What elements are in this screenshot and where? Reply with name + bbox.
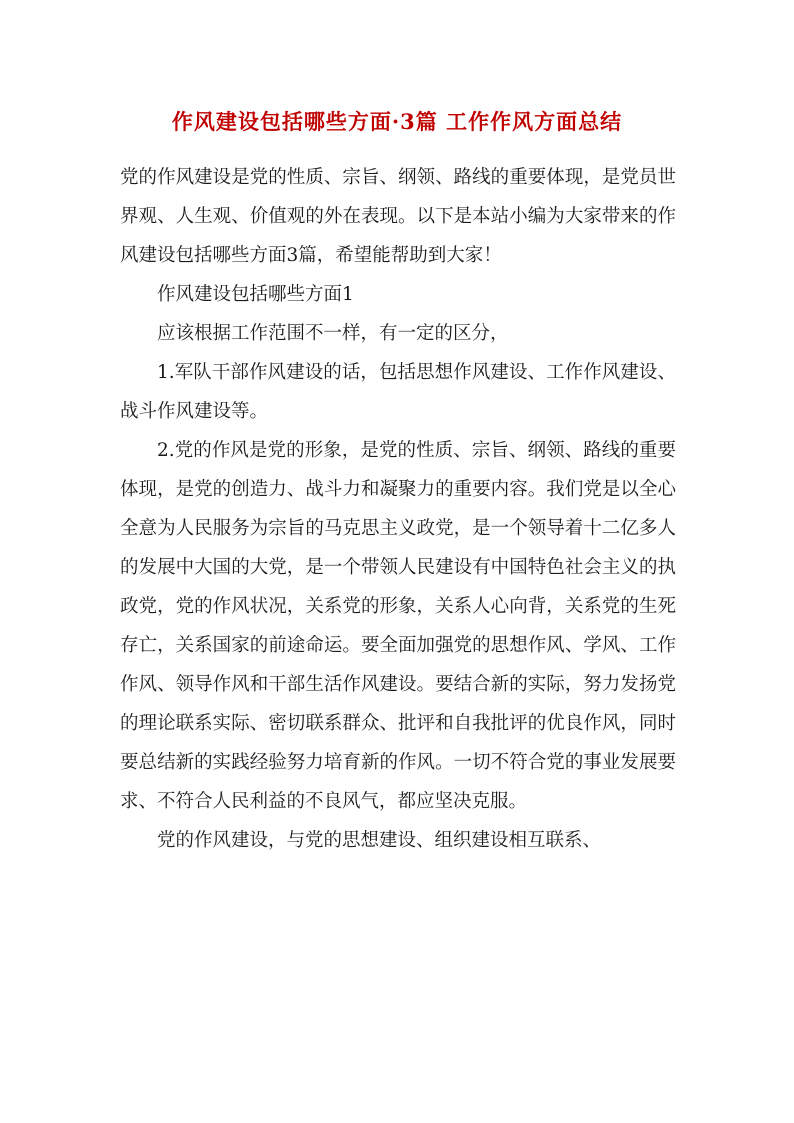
paragraph-item-1: 1.军队干部作风建设的话，包括思想作风建设、工作作风建设、战斗作风建设等。	[120, 362, 676, 422]
document-body	[120, 158, 676, 860]
paragraph: 应该根据工作范围不一样，有一定的区分，	[157, 323, 509, 344]
document-title: 作风建设包括哪些方面·3篇 工作作风方面总结	[171, 109, 623, 134]
paragraph-section-heading: 作风建设包括哪些方面1	[157, 284, 354, 305]
paragraph-intro: 党的作风建设是党的性质、宗旨、纲领、路线的重要体现，是党员世界观、人生观、价值观的外在表现。以下是本站小编为大家带来的作风建设包括哪些方面3篇，希望能帮助到大家！	[120, 167, 676, 266]
paragraph: 党的作风建设，与党的思想建设、组织建设相互联系、	[157, 830, 602, 851]
paragraph-item-2: 2.党的作风是党的形象，是党的性质、宗旨、纲领、路线的重要体现，是党的创造力、战斗力和凝聚力的重要内容。我们党是以全心全意为人民服务为宗旨的马克思主义政党，是一个领导着十二亿多人的发展中大国的大党，是一个带领人民建设有中国特色社会主义的执政党，党的作风状况，关系党的形象，关系人心向背，关系党的生死存亡，关系国家的前途命运。要全面加强党的思想作风、学风、工作作风、领导作风和干部生活作风建设。要结合新的实际，努力发扬党的理论联系实际、密切联系群众、批评和自我批评的优良作风，同时要总结新的实践经验努力培育新的作风。一切不符合党的事业发展要求、不符合人民利益的不良风气，都应坚决克服。	[120, 440, 676, 812]
